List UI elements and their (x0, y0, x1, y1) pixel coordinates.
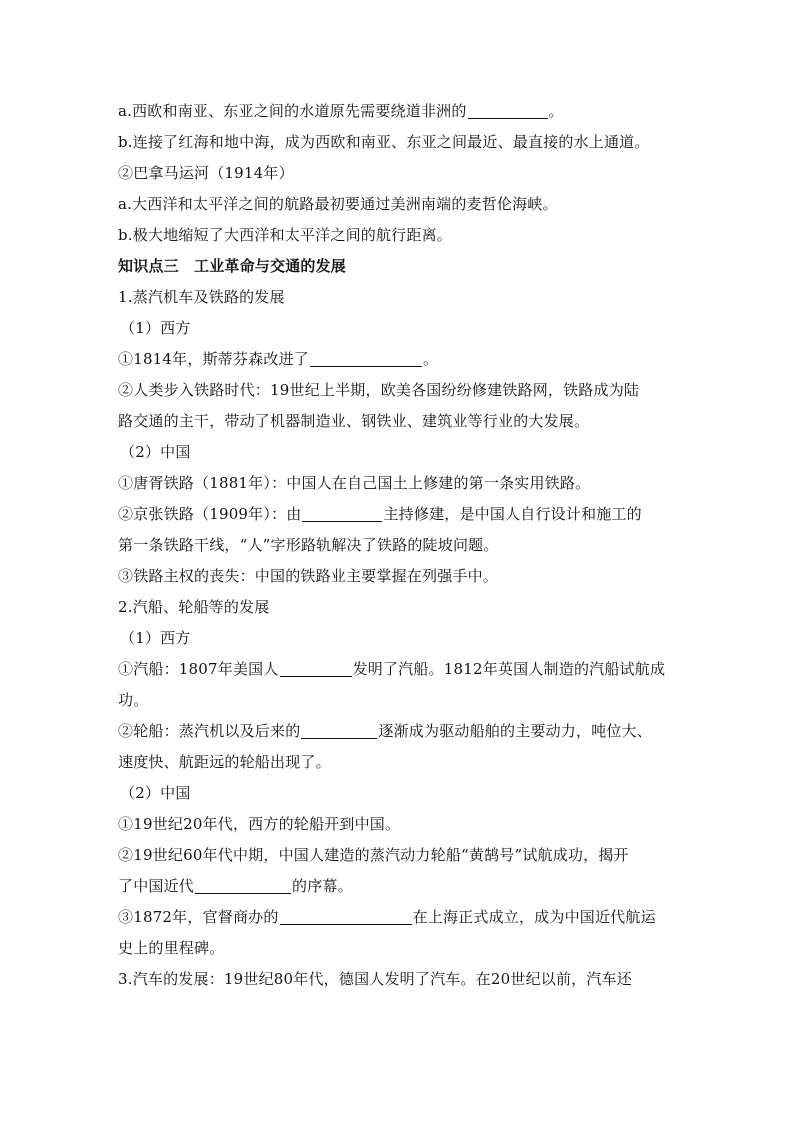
text-line: 3.汽车的发展：19世纪80年代，德国人发明了汽车。在20世纪以前，汽车还 (118, 970, 632, 988)
fill-blank (280, 660, 352, 677)
text-line: 速度快、航距远的轮船出现了。 (118, 753, 331, 771)
text-line: 第一条铁路干线，“人”字形路轨解决了铁路的陡坡问题。 (118, 536, 499, 554)
subsection-label: （2）中国 (120, 443, 191, 461)
fill-blank (280, 908, 412, 925)
text-line: 史上的里程碑。 (118, 939, 225, 957)
text-line: 了中国近代 的序幕。 (118, 877, 353, 895)
fill-blank (468, 102, 548, 119)
text-line: a.西欧和南亚、东亚之间的水道原先需要绕道非洲的 。 (118, 102, 564, 120)
text-line: b.连接了红海和地中海，成为西欧和南亚、东亚之间最近、最直接的水上通道。 (118, 133, 650, 151)
text-line: b.极大地缩短了大西洋和太平洋之间的航行距离。 (118, 226, 452, 244)
text-line: ②19世纪60年代中期，中国人建造的蒸汽动力轮船“黄鹄号”试航成功，揭开 (118, 846, 629, 864)
fill-blank (310, 350, 422, 367)
text-line: ③铁路主权的丧失：中国的铁路业主要掌握在列强手中。 (118, 567, 499, 585)
text-line: ①1814年，斯蒂芬森改进了 。 (118, 350, 439, 368)
subsection-title: 2.汽船、轮船等的发展 (118, 598, 270, 616)
text-line: a.大西洋和太平洋之间的航路最初要通过美洲南端的麦哲伦海峡。 (118, 195, 558, 213)
text-line: 路交通的主干，带动了机器制造业、钢铁业、建筑业等行业的大发展。 (118, 412, 590, 430)
text-line: ③1872年，官督商办的 在上海正式成立，成为中国近代航运 (118, 908, 656, 926)
subsection-label: （1）西方 (120, 319, 191, 337)
fill-blank (301, 722, 377, 739)
text-line: ②轮船：蒸汽机以及后来的 逐渐成为驱动船舶的主要动力，吨位大、 (118, 722, 653, 740)
fill-blank (302, 505, 382, 522)
text-line: ①唐胥铁路（1881年）：中国人在自己国土上修建的第一条实用铁路。 (118, 474, 591, 492)
subsection-title: 1.蒸汽机车及铁路的发展 (118, 288, 285, 306)
text-line: ①19世纪20年代，西方的轮船开到中国。 (118, 815, 401, 833)
subsection-label: （2）中国 (120, 784, 191, 802)
text-line: ②巴拿马运河（1914年） (118, 164, 294, 182)
fill-blank (195, 877, 291, 894)
subsection-label: （1）西方 (120, 629, 191, 647)
text-line: ①汽船：1807年美国人 发明了汽船。1812年英国人制造的汽船试航成 (118, 660, 666, 678)
section-heading: 知识点三 工业革命与交通的发展 (118, 257, 347, 275)
text-line: ②京张铁路（1909年）：由 主持修建，是中国人自行设计和施工的 (118, 505, 642, 523)
document-page (118, 96, 678, 995)
text-line: 功。 (118, 691, 149, 709)
text-line: ②人类步入铁路时代：19世纪上半期，欧美各国纷纷修建铁路网，铁路成为陆 (118, 381, 640, 399)
